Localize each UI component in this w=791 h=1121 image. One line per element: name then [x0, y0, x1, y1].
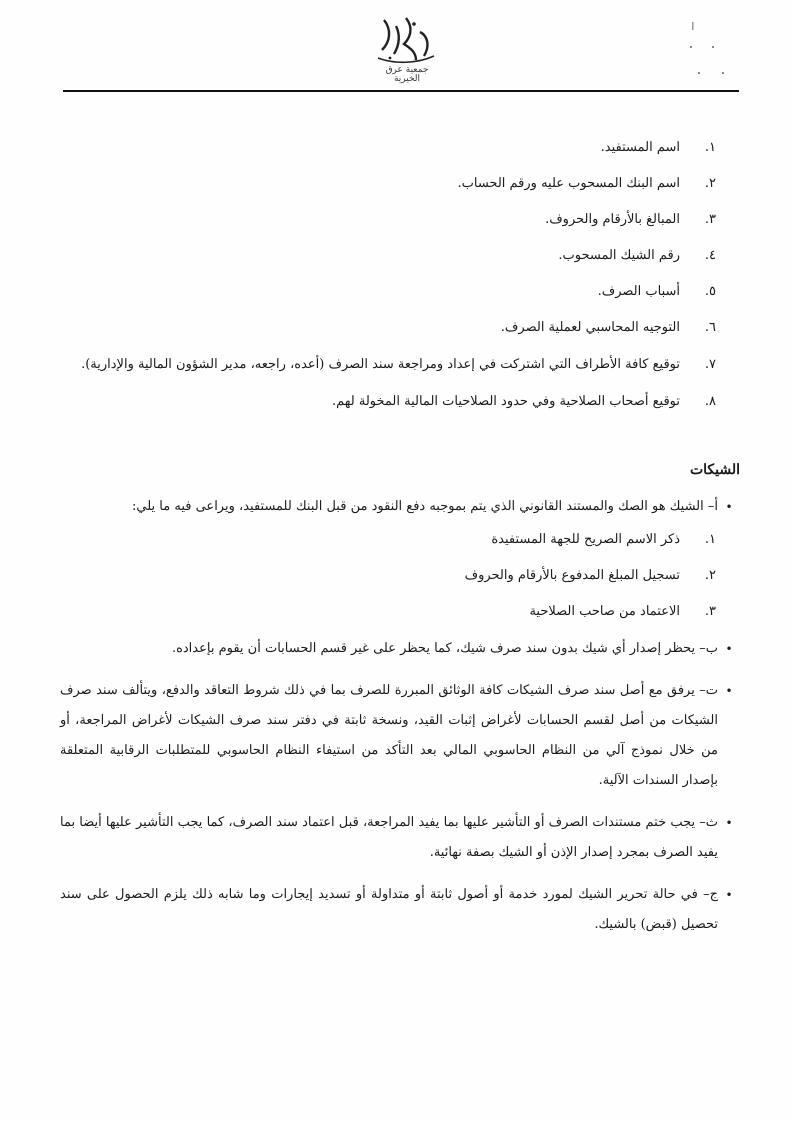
bullet: •: [725, 684, 733, 698]
list-item-text: رقم الشيك المسحوب.: [558, 248, 680, 263]
list-item: [60, 594, 716, 630]
list-number: ١.: [704, 140, 716, 155]
paragraph-text: ت– يرفق مع أصل سند صرف الشيكات كافة الوثائق المبررة للصرف بما في ذلك شروط التعاقد والدفع، ويتألف سند صرف الشيكات من أصل لقسم الحسابات لأغراض إثبات القيد، ونسخة ثابتة في دفتر سند صرف الشيكات لأغراض المراجعة، أو من خلال نموذج آلي من النظام الحاسوبي المالي بعد التأكد من استيفاء النظام الحاسوبي للمتطلبات الرقابية المتعلقة بإصدار السندات الآلية.: [60, 683, 718, 788]
list-item: [60, 522, 716, 558]
list-number: ٢.: [704, 176, 716, 191]
list-item: [60, 384, 716, 420]
list-item: [60, 202, 716, 238]
paragraph-text: ب– يحظر إصدار أي شيك بدون سند صرف شيك، كما يحظر على غير قسم الحسابات أن يقوم بإعداده.: [171, 641, 718, 656]
scan-artifacts: [678, 20, 738, 80]
list-item: [60, 558, 716, 594]
paragraph-th: [60, 808, 740, 868]
header-divider: [63, 90, 739, 92]
letterhead: [0, 0, 791, 100]
voucher-requirements-list: [60, 130, 716, 420]
bullet: •: [725, 642, 733, 656]
list-item-text: اسم المستفيد.: [600, 140, 680, 155]
list-item-text: الاعتماد من صاحب الصلاحية: [529, 604, 680, 619]
list-number: ٧.: [704, 357, 716, 372]
list-item: [60, 274, 716, 310]
list-number: ٤.: [704, 248, 716, 263]
paragraph-t: [60, 676, 740, 796]
list-item: [60, 130, 716, 166]
document-body: [60, 130, 740, 940]
list-item-text: اسم البنك المسحوب عليه ورقم الحساب.: [457, 176, 680, 191]
paragraph-text: أ– الشيك هو الصك والمستند القانوني الذي يتم بموجبه دفع النقود من قبل البنك للمستفيد، ويراعى فيه ما يلي:: [132, 499, 718, 514]
paragraph-text: ث– يجب ختم مستندات الصرف أو التأشير عليها بما يفيد المراجعة، قبل اعتماد سند الصرف، كما يجب التأشير عليها أيضا بما يفيد الصرف بمجرد إصدار الإذن أو الشيك بصفة نهائية.: [60, 815, 718, 860]
list-number: ٨.: [704, 394, 716, 409]
list-number: ٣.: [704, 604, 716, 619]
paragraph-a: [60, 492, 740, 522]
list-item: [60, 346, 716, 378]
list-number: ٦.: [704, 320, 716, 335]
list-item: [60, 310, 716, 346]
paragraph-text: ج– في حالة تحرير الشيك لمورد خدمة أو أصول ثابتة أو متداولة أو تسديد إيجارات وما شابه ذلك يلزم الحصول على سند تحصيل (قبض) بالشيك.: [60, 887, 718, 932]
list-item-text: توقيع كافة الأطراف التي اشتركت في إعداد ومراجعة سند الصرف (أعده، راجعه، مدير الشؤون المالية والإدارية).: [81, 357, 680, 372]
list-item: [60, 238, 716, 274]
paragraph-j: [60, 880, 740, 940]
list-number: ٥.: [704, 284, 716, 299]
paragraph-b: [60, 634, 740, 664]
section-heading: الشيكات: [689, 462, 740, 478]
list-number: ٢.: [704, 568, 716, 583]
list-number: ٣.: [704, 212, 716, 227]
list-item-text: التوجيه المحاسبي لعملية الصرف.: [500, 320, 680, 335]
bullet: •: [725, 500, 733, 514]
list-item-text: توقيع أصحاب الصلاحية وفي حدود الصلاحيات المالية المخولة لهم.: [331, 394, 680, 409]
cheque-requirements-list: [60, 522, 716, 630]
list-number: ١.: [704, 532, 716, 547]
list-item-text: ذكر الاسم الصريح للجهة المستفيدة: [491, 532, 680, 547]
list-item-text: المبالغ بالأرقام والحروف.: [545, 212, 680, 227]
list-item-text: تسجيل المبلغ المدفوع بالأرقام والحروف: [464, 568, 680, 583]
logo-caption: جمعية عرق الخيرية: [385, 65, 429, 84]
bullet: •: [725, 816, 733, 830]
bullet: •: [725, 888, 733, 902]
list-item-text: أسباب الصرف.: [597, 284, 680, 299]
list-item: [60, 166, 716, 202]
